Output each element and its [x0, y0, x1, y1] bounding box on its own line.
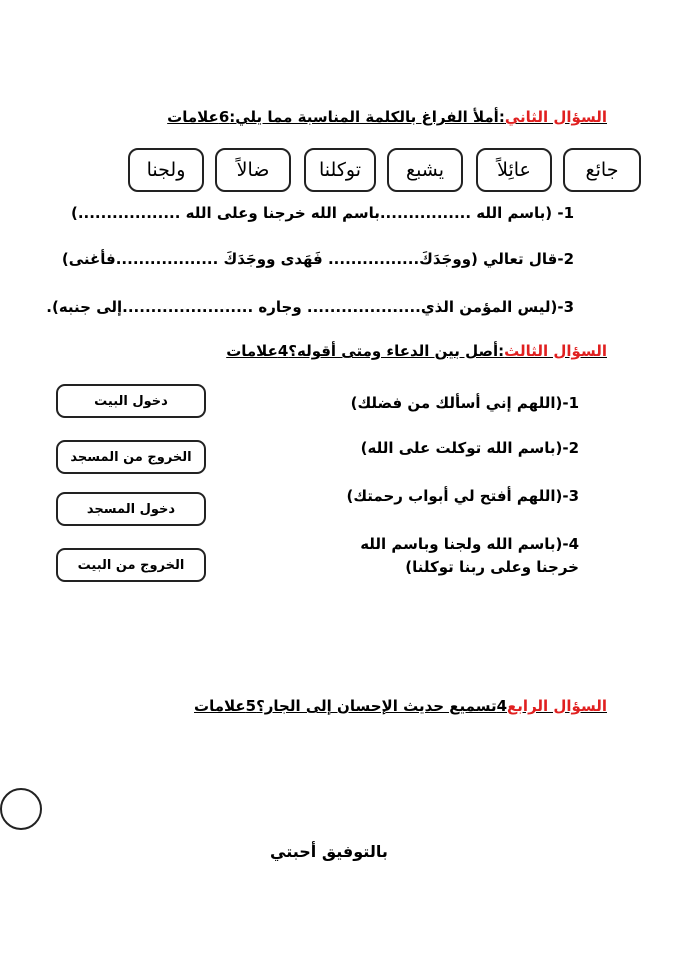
q2-heading: [167, 108, 607, 126]
q2-line-1: 1- (باسم الله ................باسم الله خرجنا وعلى الله ..................): [70, 204, 574, 222]
word-box-1: جائع: [563, 148, 641, 192]
closing-text: بالتوفيق أحبتي: [270, 842, 388, 861]
q4-heading-lead: السؤال الرابع: [507, 697, 607, 715]
word-box-2: عائِلاً: [476, 148, 552, 192]
match-option-2: الخروج من المسجد: [56, 440, 206, 474]
q3-heading: [226, 342, 607, 360]
word-box-5: ضالاً: [215, 148, 291, 192]
duaa-3: 3-(اللهم أفتح لي أبواب رحمتك): [346, 487, 579, 505]
word-box-6: ولجنا: [128, 148, 204, 192]
q3-heading-lead: السؤال الثالث: [504, 342, 607, 360]
q3-heading-text: :أصل بين الدعاء ومتى أقوله؟4علامات: [226, 342, 505, 360]
duaa-4: 4-(باسم الله ولجنا وباسم الله خرجنا وعلى ربنا توكلنا): [360, 535, 579, 576]
q4-heading: [194, 697, 607, 715]
match-option-3: دخول المسجد: [56, 492, 206, 526]
grade-circle: [0, 788, 42, 830]
q4-heading-text: 4تسميع حديث الإحسان إلى الجار؟5علامات: [194, 697, 508, 715]
q2-heading-lead: السؤال الثاني: [504, 108, 607, 126]
duaa-1: 1-(اللهم إني أسألك من فضلك): [350, 394, 579, 412]
word-box-3: يشبع: [387, 148, 463, 192]
match-option-1: دخول البيت: [56, 384, 206, 418]
match-option-4: الخروج من البيت: [56, 548, 206, 582]
duaa-2: 2-(باسم الله توكلت على الله): [360, 439, 579, 457]
q2-line-3: 3-(ليس المؤمن الذي.................... وجاره .......................إلى جنبه).: [46, 298, 574, 316]
word-box-4: توكلنا: [304, 148, 376, 192]
q2-line-2: 2-قال تعالي (ووجَدَكَ................ فَهَدى ووجَدَكَ ..................فأغنى): [61, 250, 574, 268]
q2-heading-text: :أملأ الفراغ بالكلمة المناسبة مما يلي:6علامات: [167, 108, 505, 126]
